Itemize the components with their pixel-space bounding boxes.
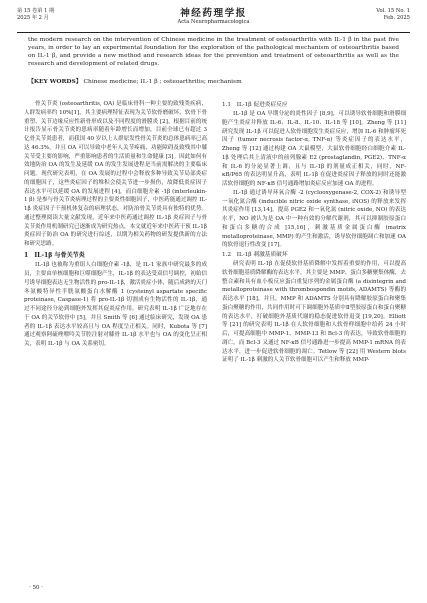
abstract-continuation: the modern research on the intervention of Chinese medicine in the treatment of osteoarthritis with IL-1 β in the past five years, in order to lay an experimental foundation for the exploration of the pathological mechanism of osteoarthritis based on IL-1 β, and provide a new method and research ideas for the prevention and treatment of osteoarthritis as well as the research and development of related drugs.	[28, 37, 399, 68]
journal-title-en: Acta Neuropharmacologica	[177, 19, 250, 25]
subsection-1-2-paragraph: 研究表明 IL-1β 在促使软骨基质降解中发挥着重要的作用，可以提高软骨细胞基质降解酶的表达水平，其主要是 MMP、蛋白多糖聚集体酶，去整合素和具有血小板反应蛋白重复序列的金属蛋白酶 (a disintegrin and metalloproteinase with thrombospondin motifs, ADAMTS) 等酶的表达水平 [18]，并且，MMP 和 ADAMTS 分别具有降解胶原蛋白和聚集蛋白聚糖的作用，共同作用时可下调细胞外基质中Ⅱ型胶原蛋白和蛋白聚糖的表达水平，打破细胞外基质代谢的稳态促进软骨退变 [19,20]。Elliott 等 [21] 的研究表明 IL-1β 在人软骨细胞和人软骨样细胞中给药 24 小时后，可提高细胞中 MMP-1、MMP-13 和 Bcl-3 的表达，导致软骨细胞的凋亡，而 Bcl-3 又通过 NF-κB 信号通路进一步提高 MMP-1 mRNA 的表达水平，进一步促进软骨细胞的凋亡。Tetlow 等 [22] 用 Western blots 证明了 IL-1β 刺激的人关节软骨细胞可以产生和释放 MMP-	[222, 261, 406, 364]
right-column	[222, 100, 406, 365]
journal-title-block	[0, 8, 427, 26]
section-1-paragraph: IL-1β 也被称为重组人白细胞介素 -1β，是 IL-1 家族中研究最多的成员，主要由单核细胞和巨噬细胞产生，IL-1β 的表达受双信号调控，初始信号诱导细胞表达无生物活性的 pro-IL-1β，激活炎症小体，随后成熟的天门冬氨酸特异性半胱氨酸蛋白水解酶 1 (cysteinyl aspartate specific proteinase, Caspase-1) 将 pro-IL-1β 切割成有生物活性的 IL-1β，通过不同途径分泌到细胞外发挥其促炎症作用。研究表明 IL-1β 广泛地存在于 OA 的关节软骨中 [5]，并且 Smith 等 [6] 通过临床研究，发现 OA 患者的 IL-1β 表达水平较高且与 OA 程度呈正相关。同时，Kubota 等 [7] 通过观察阿硫唑嘌呤关节腔注射对膝骨 IL-1β 水平也与 OA 的变化呈正相关，表明 IL-1β 与 OA 关系密切。	[24, 262, 207, 347]
volume-issue-cn: 第 15 卷第 1 期	[17, 8, 55, 14]
journal-issue-info-en	[376, 8, 410, 22]
intro-paragraph: 骨关节炎 (osteoarthritis, OA) 是临床骨科一种主要的致残类疾病，人群发病率约 10%[1]，其主要病理特征表现为关节软骨磨破坏、软骨下骨重塑、关节边缘反应性新骨形成以及不同程度的滑膜炎 [2]。根据目前的统计报告显示骨关节炎的患病率随着年龄增长而增加，目前全球已有超过 3 亿骨关节炎患者，而我国 40 岁以上人群原发性骨关节炎的总体患病率已高达 46.3%，并且 OA 可以导致中老年人关节疼痛、功能障碍及致残其中膝关节受主要的影响，严重影响患者的生活质量和生命健康 [3]。因此如何有效地防治 OA 的发生及延缓 OA 的发生发展进程是当前需解决的主要临床问题。现代研究表明，在 OA 发展的过程中会释放多种导致关节局部炎症的细胞因子，这些炎症因子的堆积会使关节进一步损伤，故降低炎症因子表达水平可以延缓 OA 的发展进程 [4]，而白细胞介素 -1β (interleukin-1 β) 是参与骨关节炎病理过程的主要炎性细胞因子，中医药能通过调控 IL-1β 炎症因子干预机体复杂的病理状态，对防治骨关节炎具有独特的优势。通过整理阅读大量文献发现，近年来中医药通过调控 IL-1β 炎症因子与骨关节炎作用机制研究已逐渐成为研究热点，本文就近年来中医药干预 IL-1β 炎症因子防治 OA 的研究进行综述，以期为相关药物的研发提供新的方法和研究思路。	[24, 101, 207, 247]
section-1-heading: 1 IL-1β 与骨关节炎	[24, 251, 85, 259]
journal-title-cn: 神经药理学报	[180, 8, 247, 19]
subsection-1-2-heading: 1.2 IL-1β 刺激基质破坏	[222, 252, 288, 258]
keywords	[28, 78, 399, 86]
subsection-1-1-paragraph-1: IL-1β 是 OA 早期分泌的炎性因子 [8,9]，可以诱导软骨细胞和滑膜细胞产生炎症并释放 IL-6、IL-8、IL-10、IL-18 等 [10]。Zheng 等 [11] 研究发现 IL-1β 可以促进人软骨细胞发生炎症反应，增加 IL-6 和肿瘤坏死因子 (tumor necrosis factor-α, TNF-α) 等炎症因子的表达水平，Zheng 等 [12] 通过构建 OA 大鼠模型，大鼠软骨细胞经白细胞介素 IL-1β 处理后其上清液中的前列腺素 E2 (prostaglandin, PGE2)、TNF-α 和 IL-6 的分泌显著上调，且与 IL-1β 的剂量成正相关，同时，NF-κB/P65 的表达明显升高，表明 IL-1β 在促进炎症因子释放的同时还能激活软骨细胞的 NF-κB 信号通路增加炎症反应加速 OA 的进程。	[222, 111, 406, 187]
subsection-1-1-heading: 1.1 IL-1β 促进炎症反应	[222, 102, 288, 108]
keywords-label: 【KEY WORDS】	[28, 78, 82, 85]
date-cn: 2025 年 2 月	[17, 14, 49, 21]
keywords-text: Chinese medicine; IL-1 β ; osteoarthritis; mechanism	[83, 79, 242, 85]
header-rule	[17, 32, 410, 33]
volume-issue-en: Vol. 15 No. 1	[376, 8, 410, 14]
left-column	[24, 100, 207, 349]
page-number: · 50 ·	[29, 585, 43, 591]
subsection-1-1-paragraph-2: IL-1β 通过诱导环氧合酶 -2 (cyclooxygenase-2, COX-2) 和诱导型一氧化氮合酶 (inducible nitric oxide synthase, iNOS) 的释放来发挥其炎症作用 [13,14]，提高 PGE2 和一氧化氮 (nitric oxide, NO) 的表达水平，NO 被认为是 OA 中一种有效的分解代谢剂，其可以抑制胶原蛋白和蛋白多糖的合成 [15,16]，刺激基质金属蛋白酶 (matrix metalloproteinase, MMP) 的产生和激活，诱导软骨细胞凋亡和加速 OA 的软骨退行性改变 [17]。	[222, 189, 406, 249]
date-en: Feb. 2025	[383, 14, 410, 21]
